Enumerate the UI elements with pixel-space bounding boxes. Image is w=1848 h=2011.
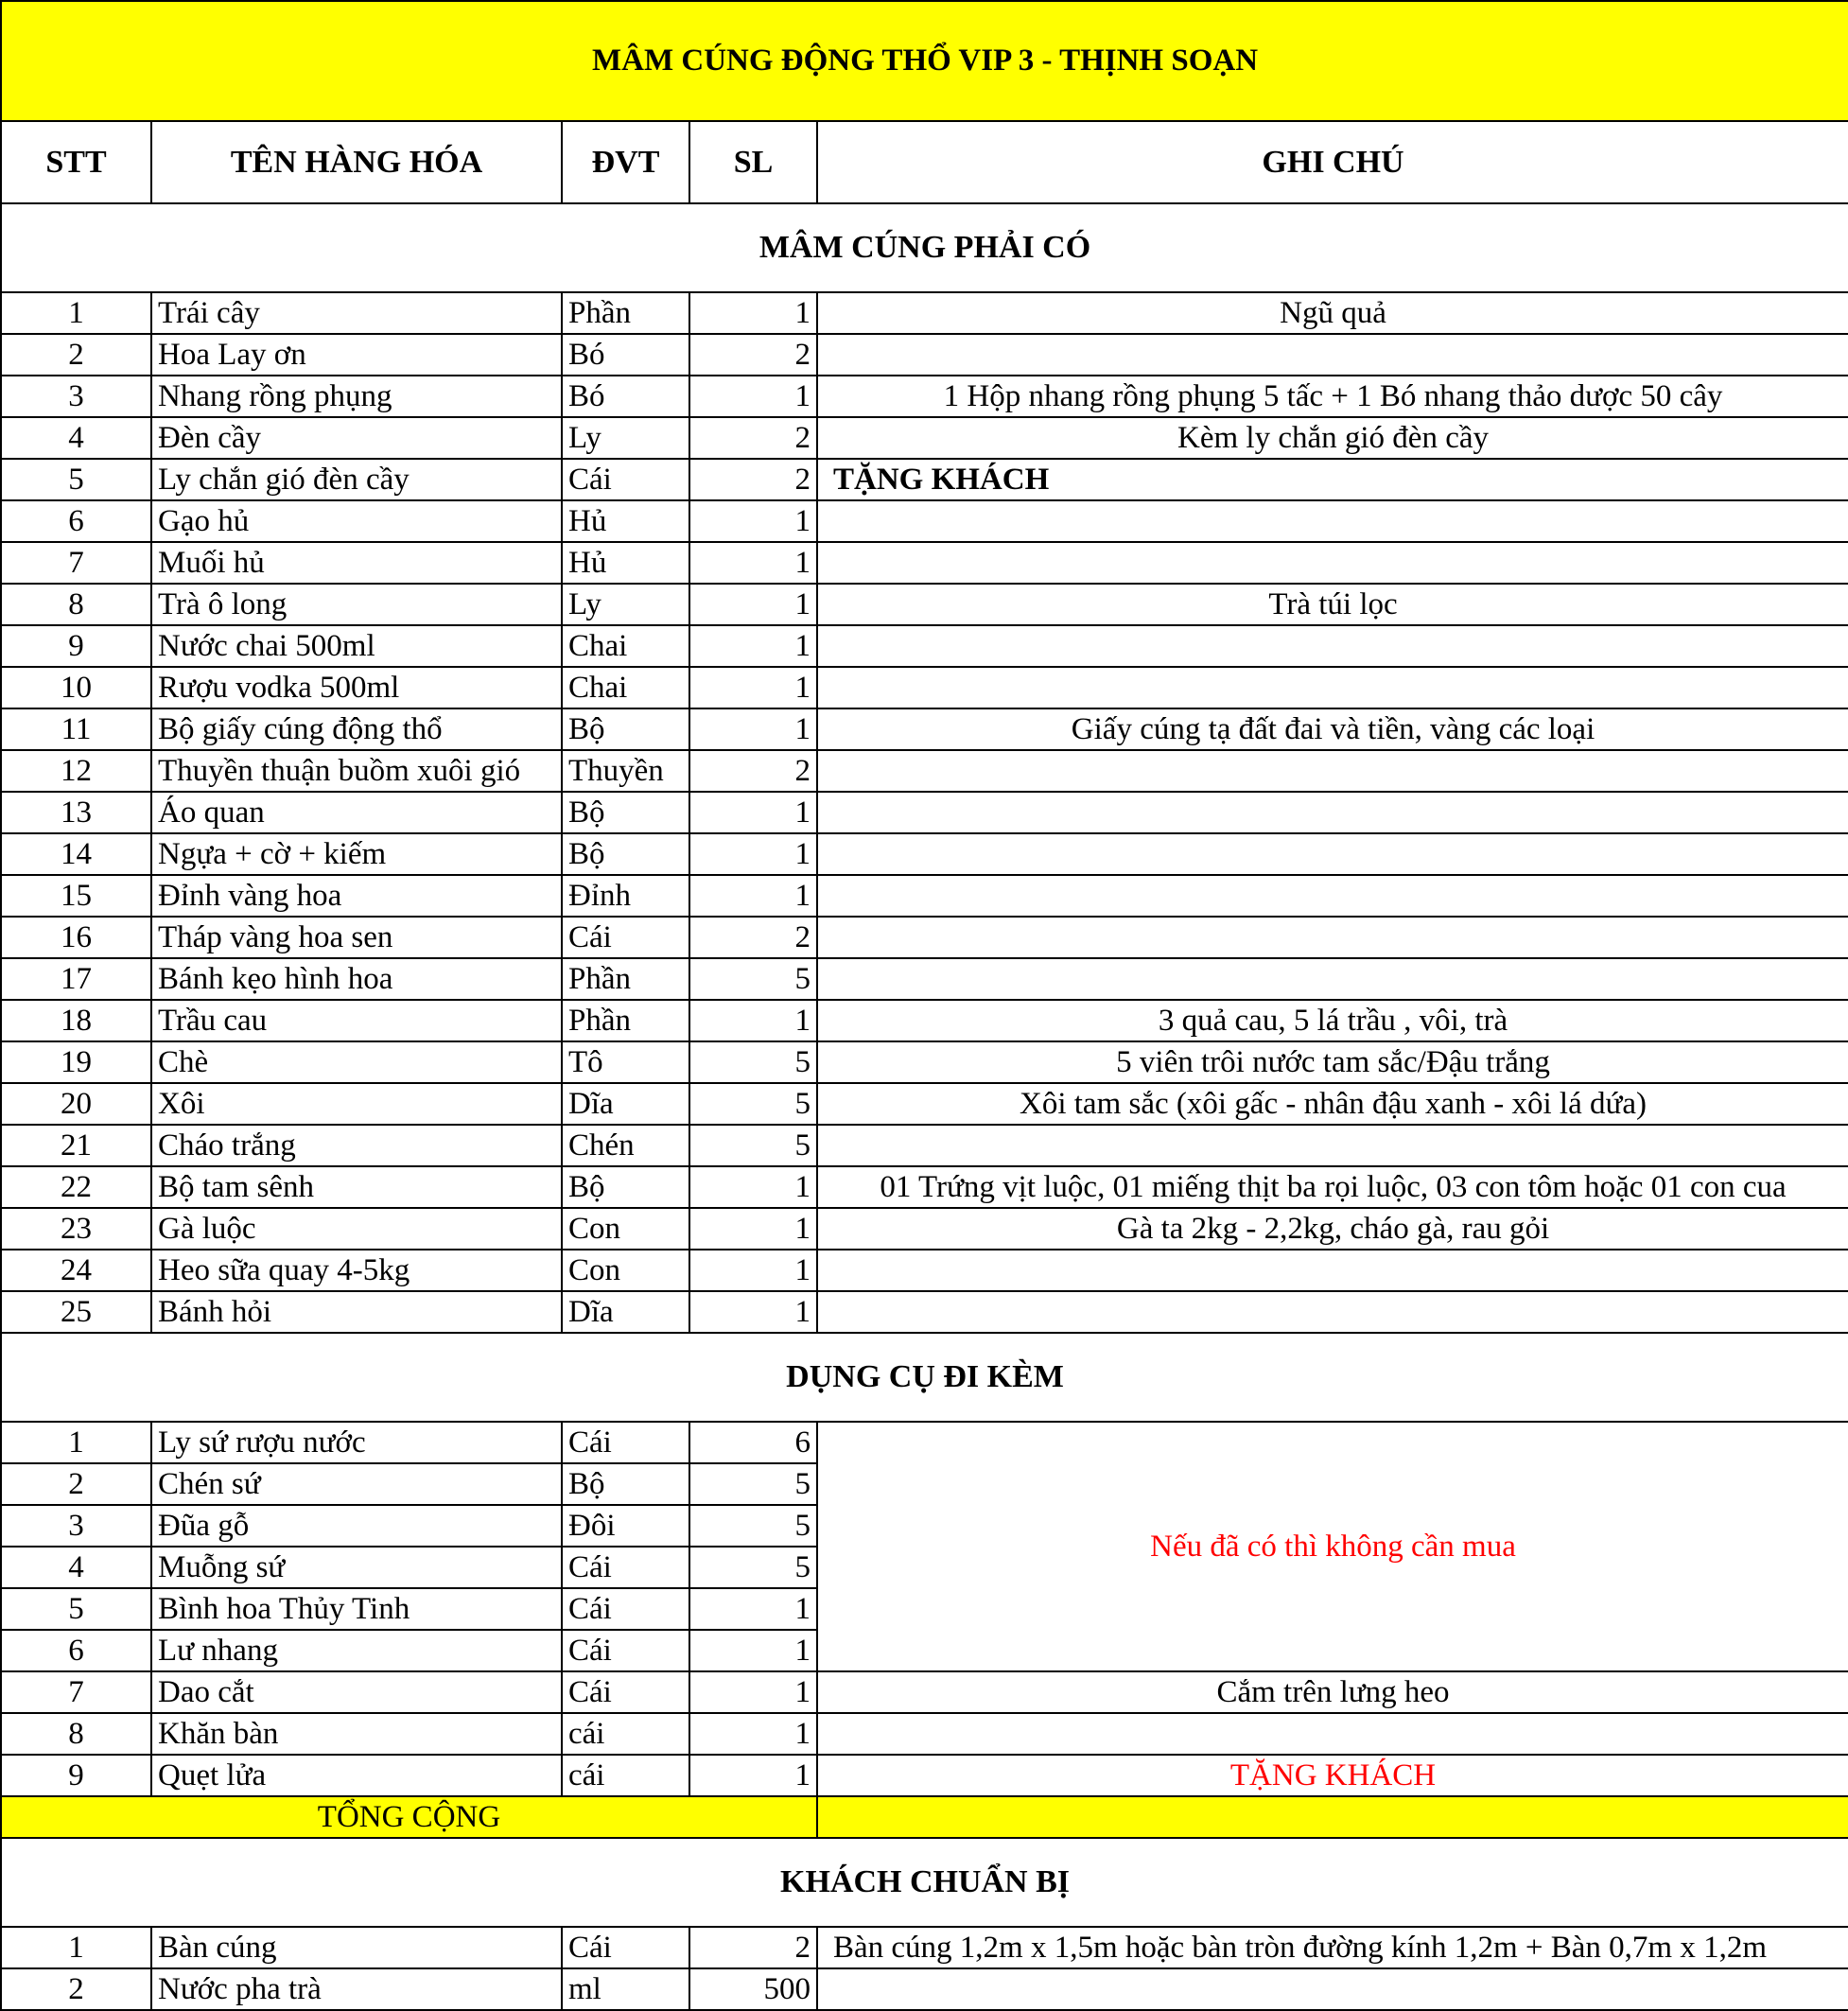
row-stt: 3 bbox=[1, 376, 151, 417]
table-row bbox=[1, 376, 1848, 417]
table-row bbox=[1, 792, 1848, 833]
row-note bbox=[817, 334, 1848, 376]
row-unit: ml bbox=[562, 1968, 689, 2010]
table-row bbox=[1, 667, 1848, 708]
row-stt: 1 bbox=[1, 292, 151, 334]
row-name: Nước pha trà bbox=[151, 1968, 562, 2010]
row-unit: Hủ bbox=[562, 500, 689, 542]
row-name: Xôi bbox=[151, 1083, 562, 1125]
row-qty: 5 bbox=[689, 958, 817, 1000]
row-stt: 2 bbox=[1, 1463, 151, 1505]
row-note: 3 quả cau, 5 lá trầu , vôi, trà bbox=[817, 1000, 1848, 1041]
table-row bbox=[1, 500, 1848, 542]
table-row bbox=[1, 1713, 1848, 1755]
table-row bbox=[1, 459, 1848, 500]
row-unit: Đỉnh bbox=[562, 875, 689, 917]
row-qty: 500 bbox=[689, 1968, 817, 2010]
row-qty: 1 bbox=[689, 1000, 817, 1041]
row-stt: 14 bbox=[1, 833, 151, 875]
table-row bbox=[1, 1125, 1848, 1166]
row-note: 1 Hộp nhang rồng phụng 5 tấc + 1 Bó nhang thảo dược 50 cây bbox=[817, 376, 1848, 417]
table-row bbox=[1, 584, 1848, 625]
table-row bbox=[1, 1250, 1848, 1291]
row-qty: 2 bbox=[689, 750, 817, 792]
row-unit: Ly bbox=[562, 417, 689, 459]
row-unit: Thuyền bbox=[562, 750, 689, 792]
row-unit: cái bbox=[562, 1755, 689, 1796]
row-name: Khăn bàn bbox=[151, 1713, 562, 1755]
row-name: Đèn cầy bbox=[151, 417, 562, 459]
row-note: TẶNG KHÁCH bbox=[817, 1755, 1848, 1796]
row-note: Kèm ly chắn gió đèn cầy bbox=[817, 417, 1848, 459]
row-unit: Cái bbox=[562, 459, 689, 500]
row-unit: Ly bbox=[562, 584, 689, 625]
row-name: Heo sữa quay 4-5kg bbox=[151, 1250, 562, 1291]
row-stt: 19 bbox=[1, 1041, 151, 1083]
row-qty: 2 bbox=[689, 1927, 817, 1968]
row-stt: 24 bbox=[1, 1250, 151, 1291]
row-qty: 1 bbox=[689, 500, 817, 542]
row-unit: Cái bbox=[562, 1422, 689, 1463]
row-name: Bánh hỏi bbox=[151, 1291, 562, 1333]
row-note: 01 Trứng vịt luộc, 01 miếng thịt ba rọi luộc, 03 con tôm hoặc 01 con cua bbox=[817, 1166, 1848, 1208]
row-qty: 1 bbox=[689, 542, 817, 584]
table-row bbox=[1, 1671, 1848, 1713]
row-qty: 1 bbox=[689, 1630, 817, 1671]
row-stt: 4 bbox=[1, 1547, 151, 1588]
row-unit: Cái bbox=[562, 1671, 689, 1713]
row-unit: Cái bbox=[562, 917, 689, 958]
row-unit: Bộ bbox=[562, 833, 689, 875]
row-name: Trầu cau bbox=[151, 1000, 562, 1041]
row-note: 5 viên trôi nước tam sắc/Đậu trắng bbox=[817, 1041, 1848, 1083]
table-row bbox=[1, 1755, 1848, 1796]
row-qty: 2 bbox=[689, 417, 817, 459]
merged-note: Nếu đã có thì không cần mua bbox=[817, 1422, 1848, 1671]
row-name: Tháp vàng hoa sen bbox=[151, 917, 562, 958]
row-name: Trà ô long bbox=[151, 584, 562, 625]
row-qty: 1 bbox=[689, 1208, 817, 1250]
table-row bbox=[1, 958, 1848, 1000]
row-name: Ly chắn gió đèn cầy bbox=[151, 459, 562, 500]
row-stt: 3 bbox=[1, 1505, 151, 1547]
table-row bbox=[1, 917, 1848, 958]
row-name: Chè bbox=[151, 1041, 562, 1083]
row-stt: 1 bbox=[1, 1927, 151, 1968]
section-row bbox=[1, 1333, 1848, 1422]
header-stt: STT bbox=[1, 121, 151, 203]
row-qty: 1 bbox=[689, 833, 817, 875]
row-qty: 2 bbox=[689, 334, 817, 376]
section-row bbox=[1, 1838, 1848, 1927]
row-name: Chén sứ bbox=[151, 1463, 562, 1505]
row-qty: 1 bbox=[689, 1250, 817, 1291]
header-row bbox=[1, 121, 1848, 203]
row-qty: 1 bbox=[689, 1291, 817, 1333]
row-qty: 1 bbox=[689, 792, 817, 833]
row-name: Hoa Lay ơn bbox=[151, 334, 562, 376]
table-row bbox=[1, 1083, 1848, 1125]
row-stt: 10 bbox=[1, 667, 151, 708]
row-name: Gà luộc bbox=[151, 1208, 562, 1250]
row-name: Dao cắt bbox=[151, 1671, 562, 1713]
row-name: Đũa gỗ bbox=[151, 1505, 562, 1547]
row-stt: 4 bbox=[1, 417, 151, 459]
row-note: Cắm trên lưng heo bbox=[817, 1671, 1848, 1713]
table-row bbox=[1, 1291, 1848, 1333]
row-stt: 2 bbox=[1, 334, 151, 376]
table-row bbox=[1, 708, 1848, 750]
row-qty: 5 bbox=[689, 1463, 817, 1505]
row-qty: 5 bbox=[689, 1505, 817, 1547]
row-unit: Dĩa bbox=[562, 1291, 689, 1333]
row-name: Đỉnh vàng hoa bbox=[151, 875, 562, 917]
table-row bbox=[1, 833, 1848, 875]
row-unit: Bó bbox=[562, 376, 689, 417]
row-qty: 1 bbox=[689, 1713, 817, 1755]
row-name: Bộ giấy cúng động thổ bbox=[151, 708, 562, 750]
row-name: Bàn cúng bbox=[151, 1927, 562, 1968]
total-label: TỔNG CỘNG bbox=[1, 1796, 817, 1838]
row-stt: 9 bbox=[1, 1755, 151, 1796]
row-unit: Bộ bbox=[562, 708, 689, 750]
row-unit: Con bbox=[562, 1208, 689, 1250]
row-note bbox=[817, 1968, 1848, 2010]
row-qty: 1 bbox=[689, 667, 817, 708]
row-name: Trái cây bbox=[151, 292, 562, 334]
title-row bbox=[1, 1, 1848, 121]
row-stt: 5 bbox=[1, 459, 151, 500]
row-name: Gạo hủ bbox=[151, 500, 562, 542]
table-row bbox=[1, 334, 1848, 376]
row-note: Trà túi lọc bbox=[817, 584, 1848, 625]
row-stt: 6 bbox=[1, 1630, 151, 1671]
table-row bbox=[1, 292, 1848, 334]
table-row bbox=[1, 542, 1848, 584]
row-name: Muối hủ bbox=[151, 542, 562, 584]
row-note bbox=[817, 875, 1848, 917]
row-qty: 5 bbox=[689, 1041, 817, 1083]
sheet-title: MÂM CÚNG ĐỘNG THỔ VIP 3 - THỊNH SOẠN bbox=[1, 1, 1848, 121]
row-unit: Cái bbox=[562, 1547, 689, 1588]
table-row bbox=[1, 1166, 1848, 1208]
row-name: Thuyền thuận buồm xuôi gió bbox=[151, 750, 562, 792]
row-note bbox=[817, 542, 1848, 584]
row-note: Bàn cúng 1,2m x 1,5m hoặc bàn tròn đường kính 1,2m + Bàn 0,7m x 1,2m bbox=[817, 1927, 1848, 1968]
row-unit: cái bbox=[562, 1713, 689, 1755]
row-stt: 21 bbox=[1, 1125, 151, 1166]
row-note: Giấy cúng tạ đất đai và tiền, vàng các loại bbox=[817, 708, 1848, 750]
row-qty: 5 bbox=[689, 1083, 817, 1125]
row-name: Bộ tam sênh bbox=[151, 1166, 562, 1208]
header-note: GHI CHÚ bbox=[817, 121, 1848, 203]
row-note bbox=[817, 1125, 1848, 1166]
row-note bbox=[817, 917, 1848, 958]
row-stt: 12 bbox=[1, 750, 151, 792]
row-note bbox=[817, 958, 1848, 1000]
row-name: Ngựa + cờ + kiếm bbox=[151, 833, 562, 875]
row-unit: Hủ bbox=[562, 542, 689, 584]
row-name: Áo quan bbox=[151, 792, 562, 833]
section-title: MÂM CÚNG PHẢI CÓ bbox=[1, 203, 1848, 292]
row-unit: Cái bbox=[562, 1588, 689, 1630]
row-stt: 25 bbox=[1, 1291, 151, 1333]
section-row bbox=[1, 203, 1848, 292]
row-stt: 11 bbox=[1, 708, 151, 750]
total-row bbox=[1, 1796, 1848, 1838]
row-stt: 15 bbox=[1, 875, 151, 917]
row-qty: 1 bbox=[689, 1671, 817, 1713]
row-stt: 8 bbox=[1, 584, 151, 625]
section-title: KHÁCH CHUẨN BỊ bbox=[1, 1838, 1848, 1927]
row-note bbox=[817, 500, 1848, 542]
row-name: Bánh kẹo hình hoa bbox=[151, 958, 562, 1000]
row-qty: 1 bbox=[689, 875, 817, 917]
row-unit: Chai bbox=[562, 667, 689, 708]
row-stt: 17 bbox=[1, 958, 151, 1000]
row-unit: Cái bbox=[562, 1927, 689, 1968]
row-note bbox=[817, 667, 1848, 708]
row-stt: 6 bbox=[1, 500, 151, 542]
table-row bbox=[1, 1422, 1848, 1463]
row-name: Nhang rồng phụng bbox=[151, 376, 562, 417]
row-stt: 8 bbox=[1, 1713, 151, 1755]
row-note bbox=[817, 833, 1848, 875]
row-qty: 1 bbox=[689, 708, 817, 750]
row-stt: 9 bbox=[1, 625, 151, 667]
table-row bbox=[1, 1927, 1848, 1968]
row-unit: Phần bbox=[562, 958, 689, 1000]
row-unit: Chén bbox=[562, 1125, 689, 1166]
row-qty: 5 bbox=[689, 1547, 817, 1588]
header-name: TÊN HÀNG HÓA bbox=[151, 121, 562, 203]
row-unit: Phần bbox=[562, 292, 689, 334]
row-name: Nước chai 500ml bbox=[151, 625, 562, 667]
row-stt: 7 bbox=[1, 1671, 151, 1713]
table-row bbox=[1, 1208, 1848, 1250]
row-note: Ngũ quả bbox=[817, 292, 1848, 334]
row-stt: 22 bbox=[1, 1166, 151, 1208]
table-row bbox=[1, 1041, 1848, 1083]
row-note: Gà ta 2kg - 2,2kg, cháo gà, rau gỏi bbox=[817, 1208, 1848, 1250]
row-qty: 1 bbox=[689, 625, 817, 667]
row-qty: 1 bbox=[689, 376, 817, 417]
row-qty: 6 bbox=[689, 1422, 817, 1463]
table-row bbox=[1, 417, 1848, 459]
row-name: Muỗng sứ bbox=[151, 1547, 562, 1588]
row-note bbox=[817, 750, 1848, 792]
row-note bbox=[817, 1250, 1848, 1291]
row-qty: 1 bbox=[689, 1166, 817, 1208]
row-stt: 20 bbox=[1, 1083, 151, 1125]
row-name: Cháo trắng bbox=[151, 1125, 562, 1166]
row-unit: Bộ bbox=[562, 1166, 689, 1208]
row-qty: 1 bbox=[689, 1588, 817, 1630]
row-name: Ly sứ rượu nước bbox=[151, 1422, 562, 1463]
row-unit: Bó bbox=[562, 334, 689, 376]
row-stt: 18 bbox=[1, 1000, 151, 1041]
header-unit: ĐVT bbox=[562, 121, 689, 203]
row-unit: Tô bbox=[562, 1041, 689, 1083]
total-value bbox=[817, 1796, 1848, 1838]
row-qty: 1 bbox=[689, 1755, 817, 1796]
row-note bbox=[817, 1291, 1848, 1333]
row-stt: 13 bbox=[1, 792, 151, 833]
row-note bbox=[817, 625, 1848, 667]
row-unit: Bộ bbox=[562, 792, 689, 833]
row-name: Quẹt lửa bbox=[151, 1755, 562, 1796]
table-row bbox=[1, 875, 1848, 917]
row-stt: 16 bbox=[1, 917, 151, 958]
row-note: Xôi tam sắc (xôi gấc - nhân đậu xanh - xôi lá dứa) bbox=[817, 1083, 1848, 1125]
row-note: TẶNG KHÁCH bbox=[817, 459, 1848, 500]
row-stt: 23 bbox=[1, 1208, 151, 1250]
row-name: Rượu vodka 500ml bbox=[151, 667, 562, 708]
row-name: Bình hoa Thủy Tinh bbox=[151, 1588, 562, 1630]
header-qty: SL bbox=[689, 121, 817, 203]
row-qty: 1 bbox=[689, 584, 817, 625]
row-unit: Con bbox=[562, 1250, 689, 1291]
row-unit: Dĩa bbox=[562, 1083, 689, 1125]
row-stt: 1 bbox=[1, 1422, 151, 1463]
table-row bbox=[1, 1000, 1848, 1041]
table-row bbox=[1, 1968, 1848, 2010]
row-qty: 2 bbox=[689, 459, 817, 500]
row-unit: Chai bbox=[562, 625, 689, 667]
row-qty: 1 bbox=[689, 292, 817, 334]
row-unit: Bộ bbox=[562, 1463, 689, 1505]
row-qty: 2 bbox=[689, 917, 817, 958]
row-stt: 5 bbox=[1, 1588, 151, 1630]
row-stt: 7 bbox=[1, 542, 151, 584]
table-row bbox=[1, 625, 1848, 667]
row-stt: 2 bbox=[1, 1968, 151, 2010]
row-note bbox=[817, 792, 1848, 833]
table-row bbox=[1, 750, 1848, 792]
row-name: Lư nhang bbox=[151, 1630, 562, 1671]
row-note bbox=[817, 1713, 1848, 1755]
row-unit: Đôi bbox=[562, 1505, 689, 1547]
row-unit: Cái bbox=[562, 1630, 689, 1671]
row-qty: 5 bbox=[689, 1125, 817, 1166]
section-title: DỤNG CỤ ĐI KÈM bbox=[1, 1333, 1848, 1422]
row-unit: Phần bbox=[562, 1000, 689, 1041]
